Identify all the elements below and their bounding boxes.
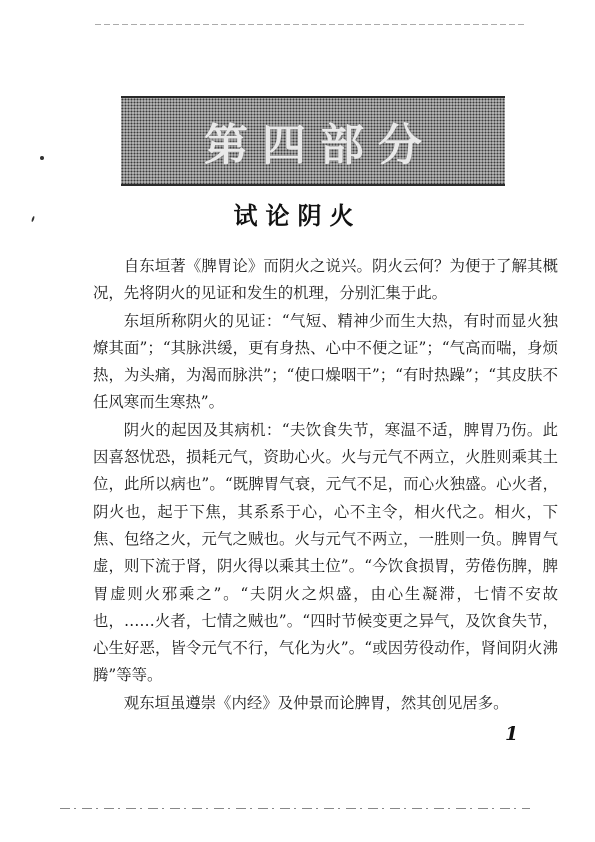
scan-speck: [40, 156, 44, 160]
article-title: 试论阴火: [233, 202, 362, 230]
body-paragraph: 观东垣虽遵崇《内经》及仲景而论脾胃，然其创见居多。: [123, 693, 509, 712]
article-body: [93, 253, 558, 717]
section-banner-title: 第四部分: [204, 120, 436, 171]
page-number: 1: [505, 723, 519, 745]
scan-edge-line: [60, 808, 530, 809]
section-banner: [121, 96, 505, 186]
body-paragraph: 自东垣著《脾胃论》而阴火之说兴。阴火云何？为便于了解其概况，先将阴火的见证和发生的机理，分别汇集于此。: [93, 257, 558, 303]
body-paragraph: 东垣所称阴火的见证：“气短、精神少而生大热，有时而显火独燎其面”；“其脉洪缓，更有身热、心中不便之证”；“气高而喘，身烦热，为头痛，为渴而脉洪”；“使口燥咽干”；“有时热躁”；“其皮肤不任风寒而生寒热”。: [93, 311, 558, 412]
scan-edge-line: [95, 24, 525, 25]
body-paragraph: 阴火的起因及其病机：“夫饮食失节，寒温不适，脾胃乃伤。此因喜怒忧恐，损耗元气，资助心火。火与元气不两立，火胜则乘其土位，此所以病也”。“既脾胃气衰，元气不足，而心火独盛。心火者，阴火也，起于下焦，其系系于心，心不主令，相火代之。相火，下焦、包络之火，元气之贼也。火与元气不两立，一胜则一负。脾胃气虚，则下流于肾，阴火得以乘其土位”。“今饮食损胃，劳倦伤脾，脾胃虚则火邪乘之”。“夫阴火之炽盛，由心生凝滞，七情不安故也，……火者，七情之贼也”。“四时节候变更之异气，及饮食失节，心生好恶，皆令元气不行，气化为火”。“或因劳役动作，肾间阴火沸腾”等等。: [93, 420, 558, 685]
